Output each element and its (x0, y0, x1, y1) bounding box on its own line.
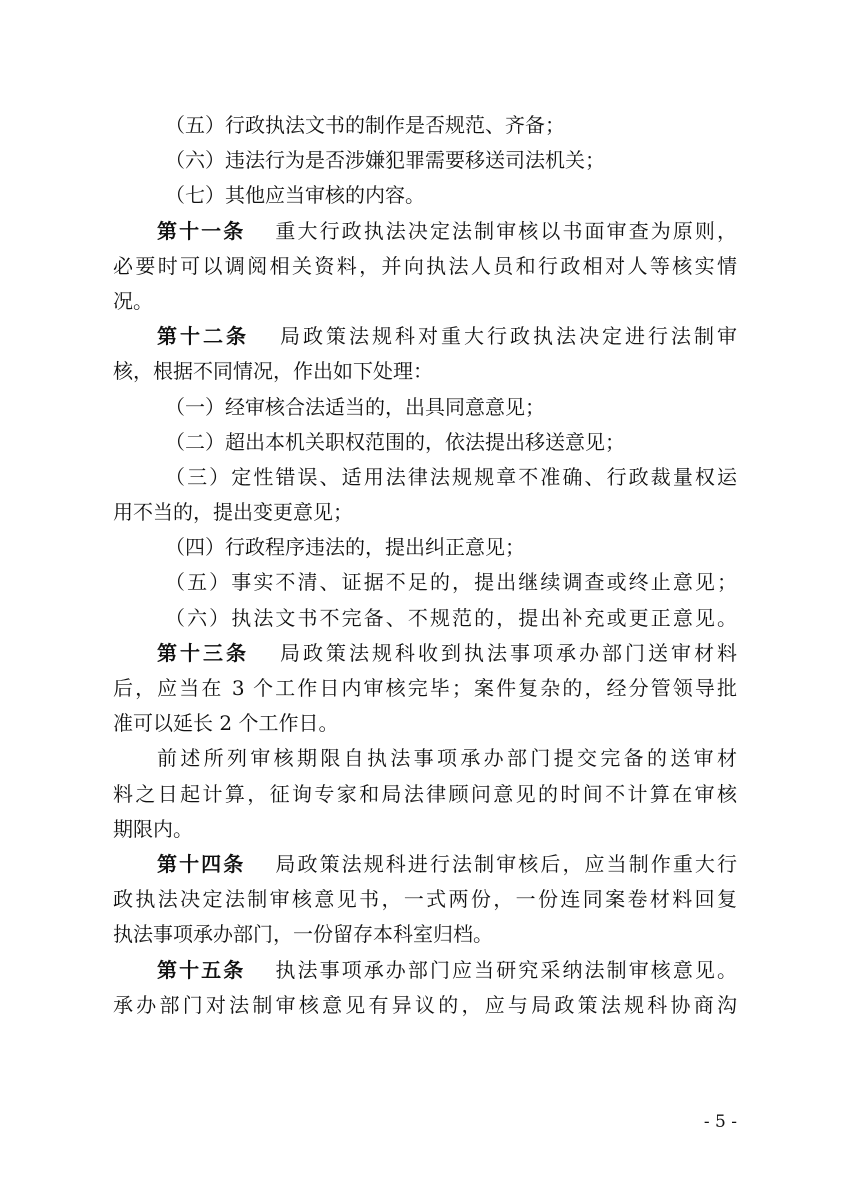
article-heading: 第十一条 (157, 218, 246, 243)
text-line (113, 495, 737, 530)
line-text: 前述所列审核期限自执法事项承办部门提交完备的送审材 (157, 746, 737, 771)
article-heading: 第十三条 (157, 640, 249, 665)
line-text: （二）超出本机关职权范围的，依法提出移送意见； (165, 429, 625, 454)
line-text: 执法事项承办部门应当研究采纳法制审核意见。 (273, 957, 738, 982)
text-line (113, 143, 737, 178)
article-heading: 第十五条 (157, 957, 246, 982)
line-text: 政执法决定法制审核意见书，一式两份，一份连同案卷材料回复 (113, 887, 737, 912)
text-line (113, 249, 737, 284)
line-text: （六）违法行为是否涉嫌犯罪需要移送司法机关； (165, 148, 605, 173)
line-text: （五）事实不清、证据不足的，提出继续调查或终止意见； (165, 570, 737, 595)
line-text: 局政策法规科对重大行政执法决定进行法制审 (277, 324, 737, 349)
line-text: 后，应当在 3 个工作日内审核完毕；案件复杂的，经分管领导批 (113, 676, 737, 700)
page-number: - 5 - (703, 1112, 737, 1132)
text-line (113, 284, 737, 319)
text-line (113, 354, 737, 389)
line-text: 料之日起计算，征询专家和局法律顾问意见的时间不计算在审核 (113, 781, 737, 806)
article-line (113, 636, 737, 671)
text-line (113, 425, 737, 460)
line-text: （四）行政程序违法的，提出纠正意见； (165, 535, 525, 560)
text-line (113, 178, 737, 213)
text-line (113, 706, 737, 741)
line-text: 承办部门对法制审核意见有异议的，应与局政策法规科协商沟 (113, 992, 737, 1017)
text-line (113, 988, 737, 1023)
article-line (113, 319, 737, 354)
text-line (113, 671, 737, 706)
text-line (113, 812, 737, 847)
text-line (113, 108, 737, 143)
line-text: 重大行政执法决定法制审核以书面审查为原则， (273, 218, 738, 243)
line-text: （六）执法文书不完备、不规范的，提出补充或更正意见。 (165, 605, 737, 630)
text-line (113, 530, 737, 565)
line-text: 执法事项承办部门，一份留存本科室归档。 (113, 922, 493, 947)
line-text: （五）行政执法文书的制作是否规范、齐备； (165, 113, 565, 137)
document-body (113, 108, 737, 1023)
text-line (113, 917, 737, 952)
article-heading: 第十四条 (157, 851, 246, 876)
article-line (113, 214, 737, 249)
article-heading: 第十二条 (157, 324, 249, 349)
line-text: 况。 (113, 288, 153, 313)
line-text: （一）经审核合法适当的，出具同意意见； (165, 394, 545, 419)
text-line (113, 882, 737, 917)
text-line (113, 601, 737, 636)
text-line (113, 565, 737, 600)
line-text: 用不当的，提出变更意见； (113, 500, 353, 525)
text-line (113, 390, 737, 425)
line-text: 必要时可以调阅相关资料，并向执法人员和行政相对人等核实情 (113, 253, 737, 278)
line-text: 核，根据不同情况，作出如下处理： (113, 359, 433, 384)
text-line (113, 741, 737, 776)
line-text: 局政策法规科收到执法事项承办部门送审材料 (277, 640, 737, 665)
line-text: （七）其他应当审核的内容。 (165, 183, 425, 208)
text-line (113, 460, 737, 495)
line-text: 期限内。 (113, 816, 193, 841)
line-text: 准可以延长 2 个工作日。 (113, 711, 339, 736)
text-line (113, 777, 737, 812)
line-text: （三）定性错误、适用法律法规规章不准确、行政裁量权运 (165, 464, 737, 489)
article-line (113, 953, 737, 988)
article-line (113, 847, 737, 882)
line-text: 局政策法规科进行法制审核后，应当制作重大行 (273, 851, 738, 876)
